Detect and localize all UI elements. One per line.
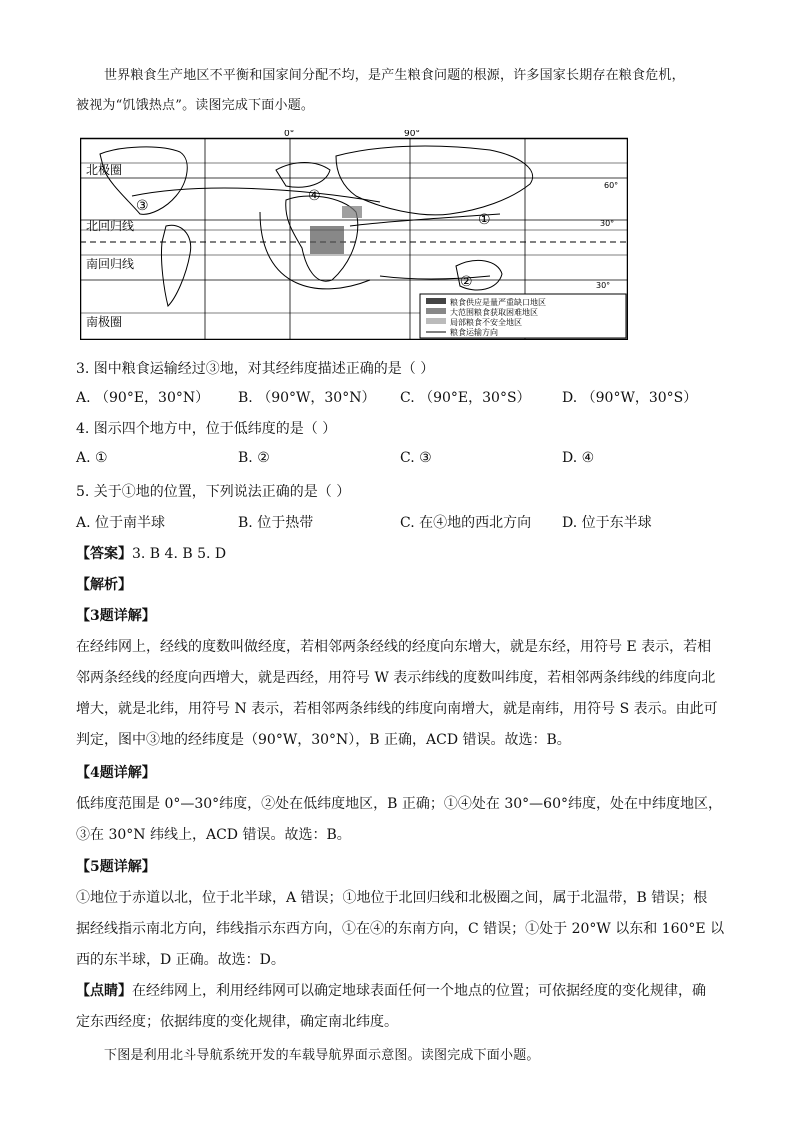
intro-line-2: 被视为“饥饿热点”。读图完成下面小题。 — [76, 98, 315, 113]
hatched-region-mideast — [342, 206, 362, 218]
detail-5-line-3: 西的东半球，D 正确。故选：D。 — [76, 952, 285, 968]
detail-4-title: 【4题详解】 — [76, 765, 156, 781]
q5-option-b: B. 位于热带 — [238, 515, 314, 531]
q5-option-c: C. 在④地的西北方向 — [400, 515, 532, 531]
answer-line — [76, 543, 226, 563]
q3-option-b: B. （90°W，30°N） — [238, 390, 376, 406]
legend-item-4: 粮食运输方向 — [450, 328, 498, 337]
answer-text: 3. B 4. B 5. D — [132, 546, 227, 562]
q4-option-a: A. ① — [76, 450, 108, 466]
detail-5-line-2: 据经线指示南北方向，纬线指示东西方向，①在④的东南方向，C 错误；①处于 20°W 以东和 160°E 以 — [76, 921, 725, 937]
hatched-region-africa — [310, 226, 344, 254]
detail-3-line-1: 在经纬网上，经线的度数叫做经度，若相邻两条经线的经度向东增大，就是东经，用符号 E 表示，若相 — [76, 639, 712, 655]
q4-stem: 4. 图示四个地方中，位于低纬度的是（ ） — [76, 421, 337, 437]
legend-swatch-3 — [426, 318, 446, 324]
legend-swatch-1 — [426, 298, 446, 304]
lat-label-60: 60° — [604, 181, 619, 190]
lat-label-30n: 30° — [600, 219, 615, 228]
marker-2: ② — [460, 274, 473, 290]
tip-label: 【点睛】 — [76, 983, 132, 999]
q4-option-c: C. ③ — [400, 450, 432, 466]
q5-option-a: A. 位于南半球 — [76, 515, 166, 531]
legend-item-2: 大范围粮食获取困难地区 — [450, 308, 538, 317]
world-food-map — [80, 130, 628, 340]
label-arctic-circle: 北极圈 — [86, 163, 123, 177]
marker-4: ④ — [308, 188, 321, 204]
q5-stem: 5. 关于①地的位置，下列说法正确的是（ ） — [76, 484, 351, 500]
marker-3: ③ — [136, 198, 149, 214]
tip-line-1 — [76, 980, 706, 1000]
q5-option-d: D. 位于东半球 — [562, 515, 652, 531]
q3-option-c: C. （90°E，30°S） — [400, 390, 531, 406]
q3-stem: 3. 图中粮食运输经过③地，对其经纬度描述正确的是（ ） — [76, 361, 435, 377]
legend-item-1: 粮食供应是量严重缺口地区 — [450, 298, 546, 307]
analysis-label: 【解析】 — [76, 577, 132, 593]
next-section-intro: 下图是利用北斗导航系统开发的车载导航界面示意图。读图完成下面小题。 — [104, 1048, 540, 1063]
q3-option-d: D. （90°W，30°S） — [562, 390, 698, 406]
q3-option-a: A. （90°E，30°N） — [76, 390, 210, 406]
q4-option-b: B. ② — [238, 450, 270, 466]
intro-line-1: 世界粮食生产地区不平衡和国家间分配不均，是产生粮食问题的根源，许多国家长期存在粮食危机， — [104, 68, 685, 83]
lon-label-90: 90° — [404, 130, 420, 139]
detail-3-title: 【3题详解】 — [76, 608, 156, 624]
tip-text-1: 在经纬网上，利用经纬网可以确定地球表面任何一个地点的位置；可依据经度的变化规律，确 — [132, 983, 706, 999]
detail-4-line-1: 低纬度范围是 0°—30°纬度，②处在低纬度地区，B 正确；①④处在 30°—60°纬度，处在中纬度地区， — [76, 796, 722, 812]
detail-3-line-3: 增大，就是北纬，用符号 N 表示，若相邻两条纬线的纬度向南增大，就是南纬，用符号 S 表示。由此可 — [76, 701, 718, 717]
label-antarctic-circle: 南极圈 — [86, 315, 123, 329]
detail-4-line-2: ③在 30°N 纬线上，ACD 错误。故选：B。 — [76, 827, 351, 843]
marker-1: ① — [478, 212, 491, 228]
tip-line-2: 定东西经度；依据纬度的变化规律，确定南北纬度。 — [76, 1014, 398, 1030]
label-tropic-cancer: 北回归线 — [86, 219, 135, 233]
answer-label: 【答案】 — [76, 546, 132, 562]
q4-option-d: D. ④ — [562, 450, 595, 466]
detail-5-title: 【5题详解】 — [76, 859, 156, 875]
lat-label-30s: 30° — [596, 281, 611, 290]
detail-3-line-4: 判定，图中③地的经纬度是（90°W，30°N），B 正确，ACD 错误。故选：B。 — [76, 732, 571, 748]
label-tropic-capricorn: 南回归线 — [86, 257, 135, 271]
lon-label-0: 0° — [284, 130, 295, 139]
detail-3-line-2: 邻两条经线的经度向西增大，就是西经，用符号 W 表示纬线的度数叫纬度，若相邻两条纬线的纬度向北 — [76, 670, 716, 686]
legend-item-3: 局部粮食不安全地区 — [450, 318, 522, 327]
detail-5-line-1: ①地位于赤道以北，位于北半球，A 错误；①地位于北回归线和北极圈之间，属于北温带，B 错误；根 — [76, 890, 708, 906]
legend-swatch-2 — [426, 308, 446, 314]
